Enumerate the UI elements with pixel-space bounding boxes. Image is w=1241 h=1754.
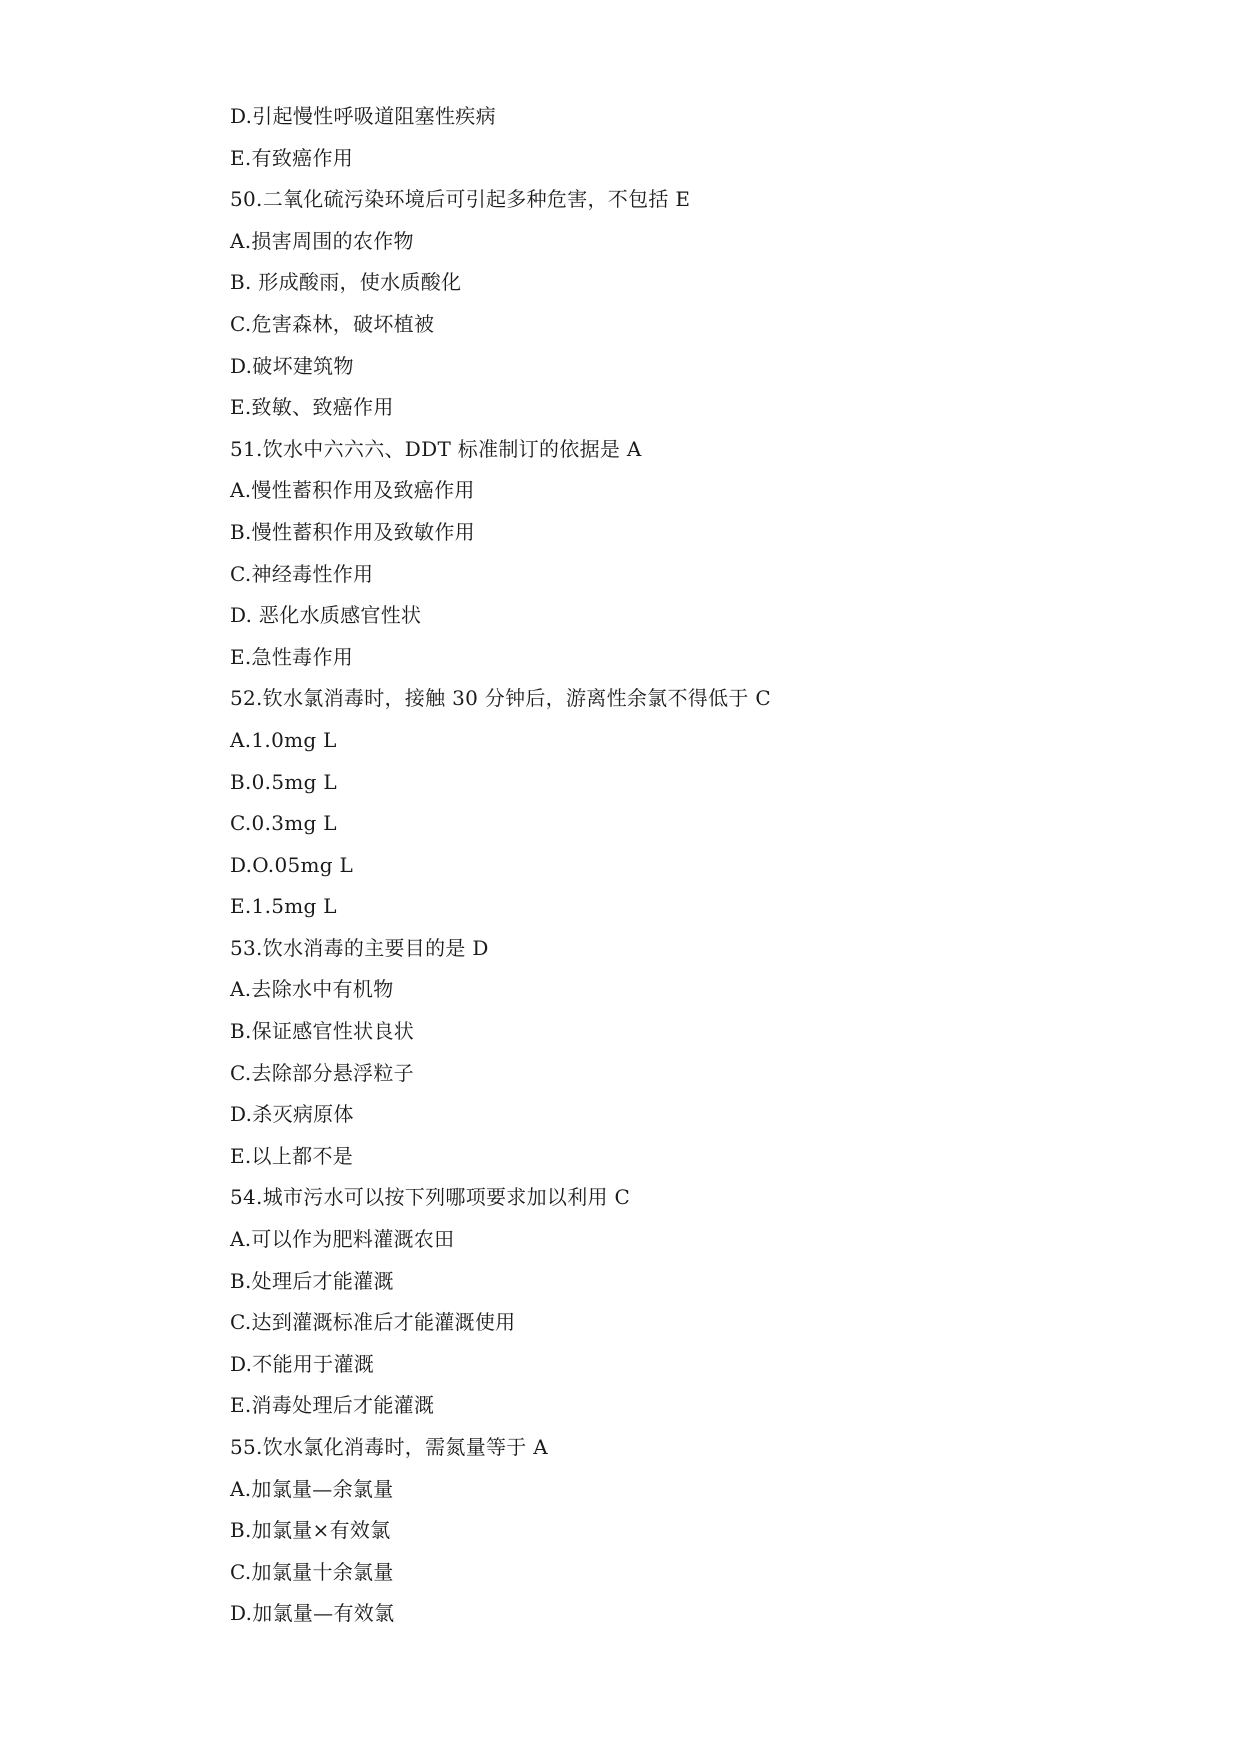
answer-option-52d: D.O.05mg L — [230, 852, 354, 877]
answer-option-52c: C.0.3mg L — [230, 811, 337, 836]
answer-option-50d: D.破坏建筑物 — [230, 353, 354, 378]
answer-option-55b: B.加氯量×有效氯 — [230, 1518, 391, 1543]
answer-option-54e: E.消毒处理后才能灌溉 — [230, 1393, 435, 1418]
answer-option-51d: D. 恶化水质感官性状 — [230, 603, 422, 628]
question-53: 53.饮水消毒的主要目的是 D — [230, 935, 489, 960]
question-55: 55.饮水氯化消毒时，需氮量等于 A — [230, 1435, 549, 1459]
answer-option-51b: B.慢性蓄积作用及致敏作用 — [230, 519, 475, 544]
answer-option-51c: C.神经毒性作用 — [230, 561, 374, 586]
answer-option-54d: D.不能用于灌溉 — [230, 1351, 375, 1376]
question-51: 51.饮水中六六六、DDT 标准制订的依据是 A — [230, 436, 642, 461]
answer-option-53b: B.保证感官性状良状 — [230, 1019, 415, 1044]
answer-option-51e: E.急性毒作用 — [230, 644, 354, 669]
answer-option-52b: B.0.5mg L — [230, 769, 337, 794]
answer-option-49d: D.引起慢性呼吸道阻塞性疾病 — [230, 104, 496, 128]
answer-option-54b: B.处理后才能灌溉 — [230, 1268, 394, 1293]
answer-option-55a: A.加氯量—余氯量 — [230, 1476, 394, 1501]
answer-option-50e: E.致敏、致癌作用 — [230, 395, 394, 420]
answer-option-54c: C.达到灌溉标准后才能灌溉使用 — [230, 1310, 516, 1335]
answer-option-55d: D.加氯量—有效氯 — [230, 1601, 395, 1626]
question-54: 54.城市污水可以按下列哪项要求加以利用 C — [230, 1185, 631, 1210]
answer-option-54a: A.可以作为肥料灌溉农田 — [230, 1227, 455, 1252]
answer-option-53c: C.去除部分悬浮粒子 — [230, 1060, 414, 1085]
answer-option-49e: E.有致癌作用 — [230, 145, 354, 170]
answer-option-55c: C.加氯量十余氯量 — [230, 1559, 394, 1584]
document-body — [230, 96, 1130, 1635]
answer-option-50b: B. 形成酸雨，使水质酸化 — [230, 270, 462, 295]
answer-option-50c: C.危害森林，破坏植被 — [230, 311, 435, 336]
question-50: 50.二氧化硫污染环境后可引起多种危害，不包括 E — [230, 187, 691, 212]
answer-option-51a: A.慢性蓄积作用及致癌作用 — [230, 478, 475, 503]
answer-option-52e: E.1.5mg L — [230, 894, 337, 919]
answer-option-52a: A.1.0mg L — [230, 727, 337, 752]
answer-option-53e: E.以上都不是 — [230, 1143, 354, 1168]
answer-option-53a: A.去除水中有机物 — [230, 977, 394, 1002]
answer-option-53d: D.杀灭病原体 — [230, 1102, 354, 1127]
answer-option-50a: A.损害周围的农作物 — [230, 228, 414, 253]
question-52: 52.钦水氯消毒时，接触 30 分钟后，游离性余氯不得低于 C — [230, 686, 771, 711]
